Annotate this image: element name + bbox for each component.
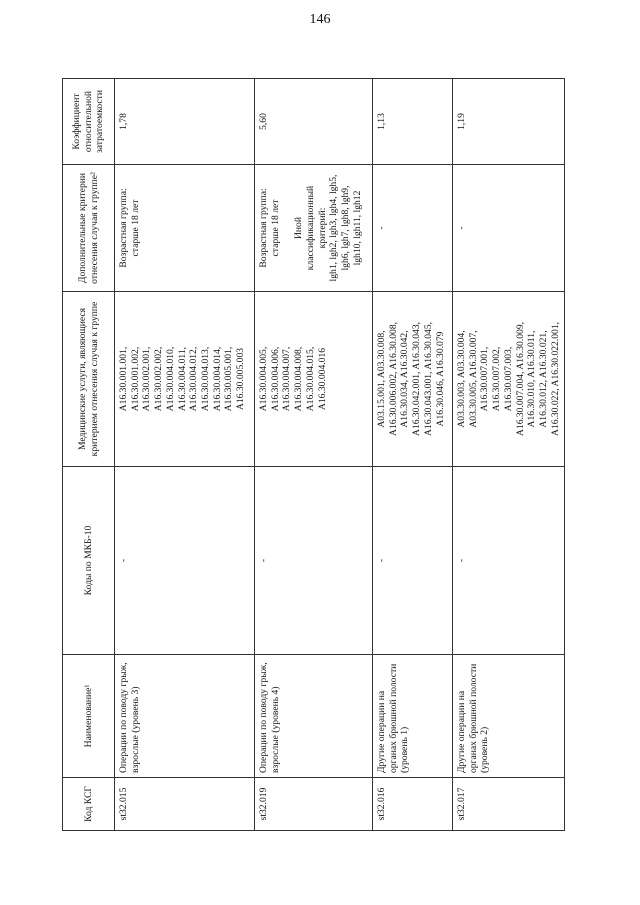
medical-services [453, 292, 565, 467]
medical-services-line: A16.30.034, A16.30.042, [399, 330, 411, 428]
medical-services-line: A16.30.004.015, [304, 346, 316, 412]
additional-criteria-line: Возрастная группа: [118, 188, 129, 268]
page-number: 146 [309, 12, 331, 27]
mkb-codes: - [453, 467, 565, 655]
ksg-table [62, 78, 565, 831]
medical-services-line: A16.30.042.001, A16.30.043, [411, 321, 423, 437]
additional-criteria-line: Возрастная группа: [258, 188, 269, 268]
medical-services-line: A16.30.046, A16.30.079 [434, 331, 446, 427]
medical-services-line: A16.30.007.001, [479, 346, 491, 412]
medical-services [373, 292, 453, 467]
mkb-codes: - [115, 467, 255, 655]
additional-criteria-line: старше 18 лет [269, 199, 281, 257]
medical-services-line: A16.30.043.001, A16.30.045, [422, 321, 434, 437]
ksg-code: st32.016 [373, 778, 453, 831]
header-name: Наименование¹ [63, 655, 115, 778]
medical-services-line: A16.30.001.001, [118, 346, 129, 412]
additional-criteria-line [281, 169, 293, 287]
ksg-code: st32.015 [115, 778, 255, 831]
medical-services-line: A16.30.022, A16.30.022.001, [549, 321, 561, 437]
medical-services-line: A16.30.001.002, [129, 346, 141, 412]
additional-criteria [255, 165, 373, 292]
cost-coefficient: 1,13 [373, 79, 453, 165]
medical-services-line: A16.30.004.014, [211, 346, 223, 412]
medical-services-line: A16.30.004.013, [199, 346, 211, 412]
additional-criteria [453, 165, 565, 292]
additional-criteria-line: классификационный [304, 185, 316, 271]
header-coefficient: Коэффициент относительной затратоемкости [63, 79, 115, 165]
mkb-codes: - [255, 467, 373, 655]
cost-coefficient: 1,19 [453, 79, 565, 165]
table-row [255, 79, 373, 831]
medical-services-line: A16.30.004.008, [293, 346, 305, 412]
table-row [453, 79, 565, 831]
medical-services-line: A03.30.003, A03.30.004, [456, 330, 467, 428]
medical-services-line: A16.30.006.002, A16.30.008, [387, 321, 399, 437]
ksg-code: st32.019 [255, 778, 373, 831]
header-code: Код КСГ [63, 778, 115, 831]
medical-services-line: A03.15.001, A03.30.008, [376, 330, 387, 428]
additional-criteria-line: критерий: [316, 207, 328, 249]
medical-services-line: A16.30.004.016 [316, 347, 328, 411]
medical-services-line: A16.30.002.001, [141, 346, 153, 412]
additional-criteria-line: lgh10, lgh11, lgh12 [351, 190, 363, 266]
medical-services-line: A16.30.004.005, [258, 346, 269, 412]
ksg-name: Другие операции на органах брюшной полости (уровень 1) [373, 655, 453, 778]
additional-criteria [115, 165, 255, 292]
additional-criteria-line: lgh6, lgh7, lgh8, lgh9, [339, 185, 351, 271]
medical-services-line: A16.30.002.002, [153, 346, 165, 412]
ksg-name: Другие операции на органах брюшной полости (уровень 2) [453, 655, 565, 778]
medical-services-line: A16.30.007.004, A16.30.009, [514, 321, 526, 437]
header-services: Медицинские услуги, являющиеся критерием отнесения случая к группе [63, 292, 115, 467]
table-container [62, 79, 561, 831]
table-row [115, 79, 255, 831]
medical-services-line: A16.30.004.012, [188, 346, 200, 412]
additional-criteria-line: - [456, 226, 467, 230]
additional-criteria [373, 165, 453, 292]
cost-coefficient: 1,78 [115, 79, 255, 165]
medical-services-line: A16.30.004.010, [164, 346, 176, 412]
medical-services-line: A16.30.004.006, [269, 346, 281, 412]
ksg-code: st32.017 [453, 778, 565, 831]
ksg-name: Операции по поводу грыж, взрослые (уровень 3) [115, 655, 255, 778]
medical-services-line: A16.30.005.003 [235, 347, 247, 411]
table-row [373, 79, 453, 831]
medical-services [255, 292, 373, 467]
header-mkb: Коды по МКБ-10 [63, 467, 115, 655]
medical-services-line: A16.30.007.002, [491, 346, 503, 412]
medical-services-line: A16.30.007.003, [502, 346, 514, 412]
mkb-codes: - [373, 467, 453, 655]
ksg-name: Операции по поводу грыж, взрослые (уровень 4) [255, 655, 373, 778]
medical-services-line: A03.30.005, A16.30.007, [467, 330, 479, 428]
medical-services-line: A16.30.004.011, [176, 346, 188, 412]
medical-services-line: A16.30.010, A16.30.011, [526, 330, 538, 428]
header-criteria: Дополнительные критерии отнесения случая к группе² [63, 165, 115, 292]
additional-criteria-line: lgh1, lgh2, lgh3, lgh4, lgh5, [328, 174, 340, 282]
medical-services-line: A16.30.012, A16.30.021, [537, 330, 549, 428]
cost-coefficient: 5,60 [255, 79, 373, 165]
medical-services-line: A16.30.005.001, [223, 346, 235, 412]
additional-criteria-line: - [376, 226, 387, 230]
additional-criteria-line: старше 18 лет [129, 199, 141, 257]
medical-services-line: A16.30.004.007, [281, 346, 293, 412]
medical-services [115, 292, 255, 467]
additional-criteria-line: Иной [293, 217, 305, 239]
